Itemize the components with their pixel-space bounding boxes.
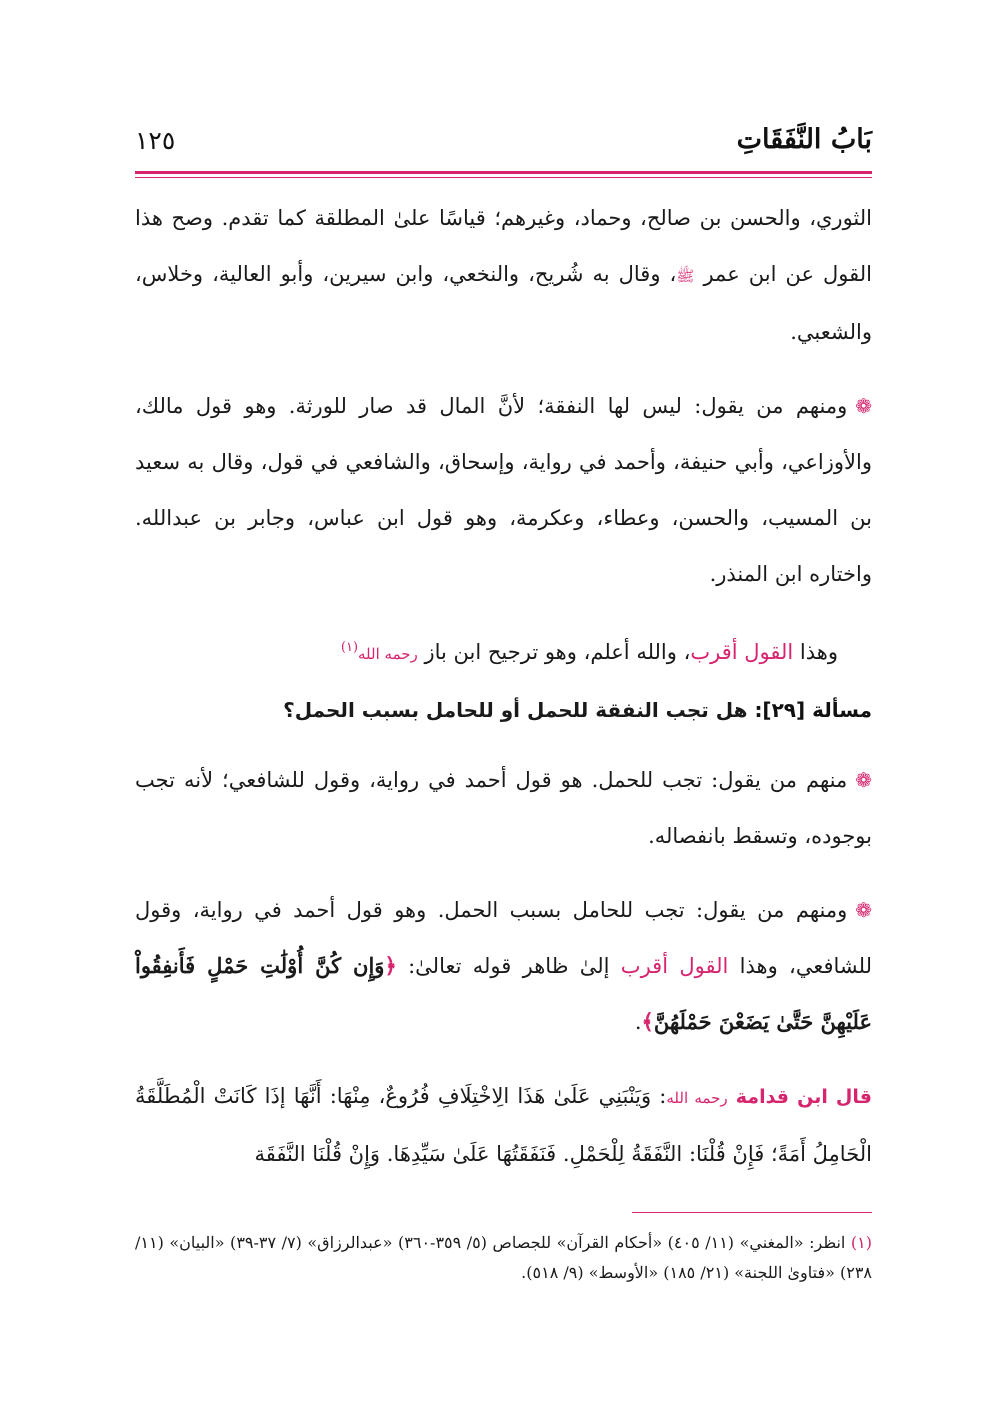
header-rule-thick bbox=[135, 171, 872, 174]
main-content bbox=[135, 190, 872, 1182]
paragraph-2-text: ومنهم من يقول: ليس لها النفقة؛ لأنَّ المال قد صار للورثة. وهو قول مالك، والأوزاعي، وأبي حنيفة، وأحمد في رواية، وإسحاق، والشافعي في قول، وقال به سعيد بن المسيب، والحسن، وعطاء، وعكرمة، وهو قول ابن عباس، وجابر بن عبدالله. واختاره ابن المنذر. bbox=[135, 394, 872, 586]
honorific-icon: ﷺ bbox=[676, 267, 695, 285]
page-header bbox=[135, 124, 872, 164]
chapter-title: بَابُ النَّفَقَاتِ bbox=[736, 124, 872, 155]
page-number: ١٢٥ bbox=[135, 126, 176, 155]
paragraph-4 bbox=[135, 752, 872, 864]
quran-bracket-open: ﴿ bbox=[384, 953, 397, 978]
flower-bullet-icon: ❁ bbox=[855, 394, 872, 418]
quran-bracket-close: ﴾ bbox=[641, 1009, 654, 1034]
paragraph-5-mid: إلىٰ ظاهر قوله تعالىٰ: bbox=[408, 954, 610, 978]
footnotes bbox=[135, 1228, 872, 1288]
paragraph-1-text: الثوري، والحسن بن صالح، وحماد، وغيرهم؛ قياسًا علىٰ المطلقة كما تقدم. وصح هذا القول عن ابن عمر bbox=[135, 206, 872, 286]
footnote-number: (١) bbox=[850, 1233, 872, 1252]
quote-text: : وَيَنْبَنِي عَلَىٰ هَذَا الِاخْتِلَافِ فُرُوعٌ، مِنْهَا: أَنَّهَا إذَا كَانَتْ الْمُطَلَّقَةُ الْحَامِلُ أَمَةً؛ فَإِنْ قُلْنَا: النَّفَقَةُ لِلْحَمْلِ. فَنَفَقَتُهَا عَلَىٰ سَيِّدِهَا. وَإِنْ قُلْنَا النَّفَقَة bbox=[135, 1084, 872, 1166]
quote-author: قال ابن قدامة bbox=[735, 1086, 872, 1108]
paragraph-2 bbox=[135, 378, 872, 602]
paragraph-1 bbox=[135, 190, 872, 360]
header-rule-thin bbox=[135, 177, 872, 178]
question-text: هل تجب النفقة للحمل أو للحامل بسبب الحمل؟ bbox=[283, 698, 748, 722]
question-heading bbox=[135, 686, 872, 734]
question-label: مسألة [٢٩]: bbox=[754, 698, 872, 722]
paragraph-5-pre: ومنهم من يقول: تجب للحامل بسبب الحمل. وهو قول أحمد في رواية، وقول للشافعي، وهذا bbox=[135, 898, 872, 978]
paragraph-1-rest: ، وقال به شُريح، والنخعي، وابن سيرين، وأبو العالية، وخلاس، والشعبي. bbox=[135, 262, 872, 344]
honorific-icon: رحمه الله bbox=[666, 1089, 728, 1107]
flower-bullet-icon: ❁ bbox=[855, 768, 872, 792]
paragraph-5 bbox=[135, 882, 872, 1050]
paragraph-5-end: . bbox=[634, 1010, 642, 1034]
paragraph-3-post: ، والله أعلم، وهو ترجيح ابن باز bbox=[424, 640, 691, 664]
paragraph-6 bbox=[135, 1068, 872, 1182]
highlight-preferred: القول أقرب bbox=[690, 640, 794, 664]
footnote-text: انظر: «المغني» (١١/ ٤٠٥) «أحكام القرآن» للجصاص (٥/ ٣٥٩-٣٦٠) «عبدالرزاق» (٧/ ٣٧-٣٩) «البيان» (١١/ ٢٣٨) «فتاوىٰ اللجنة» (٢١/ ١٨٥) «الأوسط» (٩/ ٥١٨). bbox=[135, 1233, 872, 1282]
paragraph-3 bbox=[135, 620, 872, 682]
paragraph-4-text: منهم من يقول: تجب للحمل. هو قول أحمد في رواية، وقول للشافعي؛ لأنه تجب بوجوده، وتسقط بانفصاله. bbox=[135, 768, 872, 848]
quran-verse-text: وَإِن كُنَّ أُوْلَٰتِ حَمْلٍ فَأَنفِقُواْ عَلَيْهِنَّ حَتَّىٰ يَضَعْنَ حَمْلَهُنَّ bbox=[135, 953, 872, 1034]
honorific-icon: رحمه الله bbox=[358, 645, 418, 663]
paragraph-3-pre: وهذا bbox=[799, 640, 838, 664]
footnote-reference[interactable]: (١) bbox=[340, 640, 359, 655]
footnote-divider bbox=[632, 1212, 872, 1213]
flower-bullet-icon: ❁ bbox=[855, 898, 872, 922]
highlight-preferred: القول أقرب bbox=[620, 954, 729, 978]
